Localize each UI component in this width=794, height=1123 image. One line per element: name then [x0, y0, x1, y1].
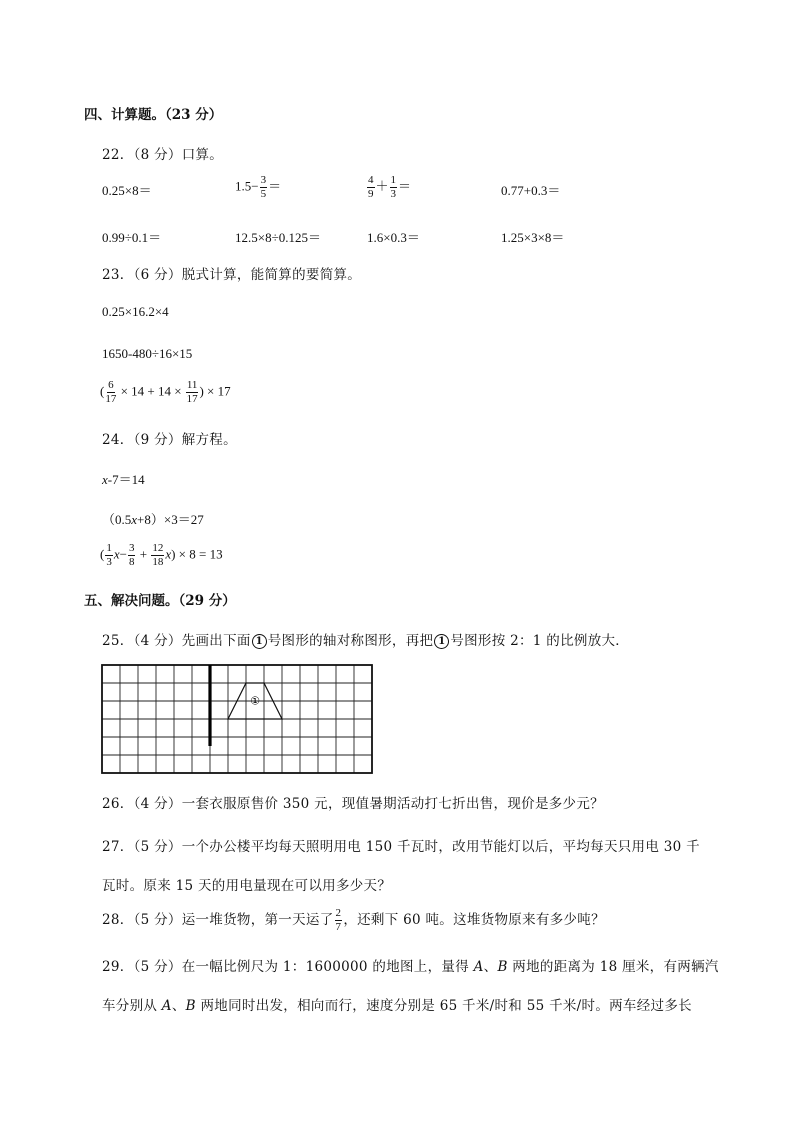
q24-heading: 24．（9 分）解方程。 [102, 432, 237, 448]
q27-line-2: 瓦时。原来 15 天的用电量现在可以用多少天？ [102, 878, 392, 894]
q22-r1-a: 0.25×8＝ [102, 183, 152, 198]
q22-r2-a: 0.99÷0.1＝ [102, 230, 162, 245]
q28-text: 28．（5 分）运一堆货物，第一天运了 $\frac{2}{7}$ ，还剩下 60 吨。这堆货物原来有多少吨？ [102, 907, 605, 933]
circled-number-1: 1 [434, 634, 449, 649]
q22-r2-b: 12.5×8÷0.125＝ [235, 230, 321, 245]
q23-expr-1: 0.25×16.2×4 [102, 304, 169, 319]
section-4-title: 四、计算题。（23 分） [84, 107, 223, 123]
q22-r1-c: $\frac{4}{9}$ ＋ $\frac{1}{3}$ ＝ [368, 174, 412, 200]
q25-text: 25．（4 分）先画出下面 1 号图形的轴对称图形，再把 1 号图形按 2：1 的比例放大． [102, 633, 630, 649]
q27-line-1: 27．（5 分）一个办公楼平均每天照明用电 150 千瓦时，改用节能灯以后，平均每天只用电 30 千 [102, 839, 700, 855]
q22-r1-b: 1.5− $\frac{3}{5}$ ＝ [235, 174, 282, 200]
shape-label: ① [250, 694, 260, 708]
q24-eq-3: ( $\frac{1}{3}$ x− $\frac{3}{8}$ + $\frac{12}{18}$ x) × 8 = 13 [100, 542, 223, 568]
q22-r2-c: 1.6×0.3＝ [367, 230, 420, 245]
q23-heading: 23．（6 分）脱式计算，能简算的要简算。 [102, 267, 362, 283]
q24-eq-1: x-7＝14 [102, 472, 145, 487]
q29-line-1: 29．（5 分）在一幅比例尺为 1：1600000 的地图上，量得 A、B 两地的距离为 18 厘米，有两辆汽 [102, 959, 719, 975]
q22-heading: 22．（8 分）口算。 [102, 147, 224, 163]
circled-number-1: 1 [252, 634, 267, 649]
q23-expr-2: 1650-480÷16×15 [102, 346, 193, 361]
section-5-title: 五、解决问题。（29 分） [84, 593, 236, 609]
q26-text: 26．（4 分）一套衣服原售价 350 元，现值暑期活动打七折出售，现价是多少元？ [102, 796, 604, 812]
q22-r2-d: 1.25×3×8＝ [501, 230, 565, 245]
q24-eq-2: （0.5x+8）×3＝27 [102, 512, 204, 527]
q29-line-2: 车分别从 A、B 两地同时出发，相向而行，速度分别是 65 千米/时和 55 千米/时。两车经过多长 [102, 998, 692, 1014]
q23-expr-3: ( $\frac{6}{17}$ × 14 + 14 × $\frac{11}{17}$ ) × 17 [100, 379, 231, 405]
q22-r1-d: 0.77+0.3＝ [501, 183, 561, 198]
q25-grid-figure [100, 663, 374, 775]
